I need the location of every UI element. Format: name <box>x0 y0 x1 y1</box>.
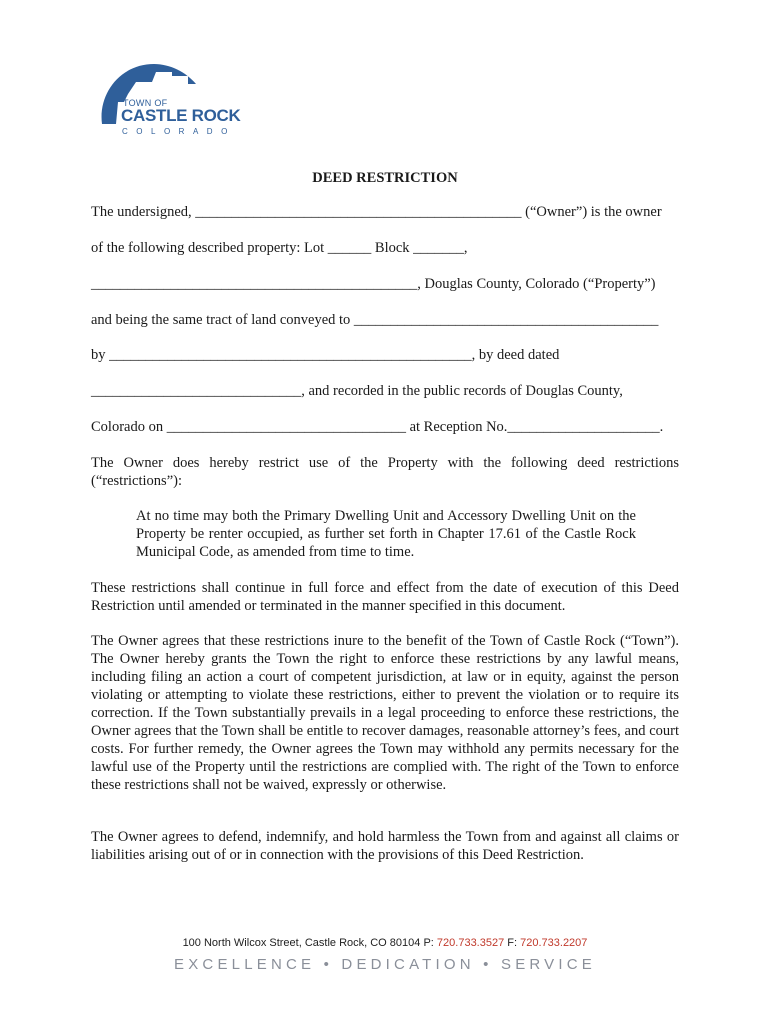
logo-name: CASTLE ROCK <box>121 106 241 125</box>
reception-line: Colorado on _________________________________ at Reception No._____________________. <box>91 419 664 435</box>
footer-phone: 720.733.3527 <box>436 937 505 949</box>
enforce-paragraph: The Owner agrees that these restrictions inure to the benefit of the Town of Castle Rock (“Town”). The Owner hereby grants the Town the right to enforce these restrictions by any lawful means, including filing an action a court of competent jurisdiction, at law or in equity, against the person violating or attempting to violate these restrictions, either to prevent the violation or to require its correction. If the Town substantially prevails in a legal proceeding to enforce these restrictions, the Owner agrees that the Town shall be entitle to recover damages, reasonable attorney’s fees, and court costs. For further remedy, the Owner agrees the Town may withhold any permits necessary for the lawful use of the Property until the restrictions are complied with. The right of the Town to enforce these restrictions shall not be waived, expressly or otherwise. <box>91 633 679 793</box>
property-line: _____________________________________________, Douglas County, Colorado (“Property”) <box>91 276 656 292</box>
conveyed-line: and being the same tract of land conveyed to __________________________________________ <box>91 312 659 328</box>
owner-line: The undersigned, _____________________________________________ (“Owner”) is the owner <box>91 204 662 220</box>
town-logo <box>96 60 241 140</box>
logo-town-of: TOWN OF <box>123 98 168 108</box>
footer-address: 100 North Wilcox Street, Castle Rock, CO 80104 <box>182 937 421 949</box>
document-title: DEED RESTRICTION <box>312 170 458 186</box>
footer-address-line <box>0 937 770 949</box>
lot-block-line: of the following described property: Lot ______ Block _______, <box>91 240 468 256</box>
indemnify-paragraph: The Owner agrees to defend, indemnify, and hold harmless the Town from and against all claims or liabilities arising out of or in connection with the provisions of this Deed Restriction. <box>91 829 679 863</box>
fax-label: F: <box>507 937 518 949</box>
deed-dated-line: by __________________________________________________, by deed dated <box>91 347 560 363</box>
footer-fax: 720.733.2207 <box>520 937 588 949</box>
continue-paragraph: These restrictions shall continue in full force and effect from the date of execution of this Deed Restriction until amended or terminated in the manner specified in this document. <box>91 580 679 614</box>
restrict-paragraph: The Owner does hereby restrict use of the Property with the following deed restrictions (“restrictions”): <box>91 455 679 489</box>
logo-state: COLORADO <box>122 127 236 136</box>
phone-label: P: <box>423 937 434 949</box>
restriction-clause: At no time may both the Primary Dwelling Unit and Accessory Dwelling Unit on the Property be renter occupied, as further set forth in Chapter 17.61 of the Castle Rock Municipal Code, as amended from time to time. <box>136 508 636 560</box>
recorded-line: _____________________________, and recorded in the public records of Douglas County, <box>91 383 623 399</box>
footer-motto: EXCELLENCE • DEDICATION • SERVICE <box>174 956 596 973</box>
